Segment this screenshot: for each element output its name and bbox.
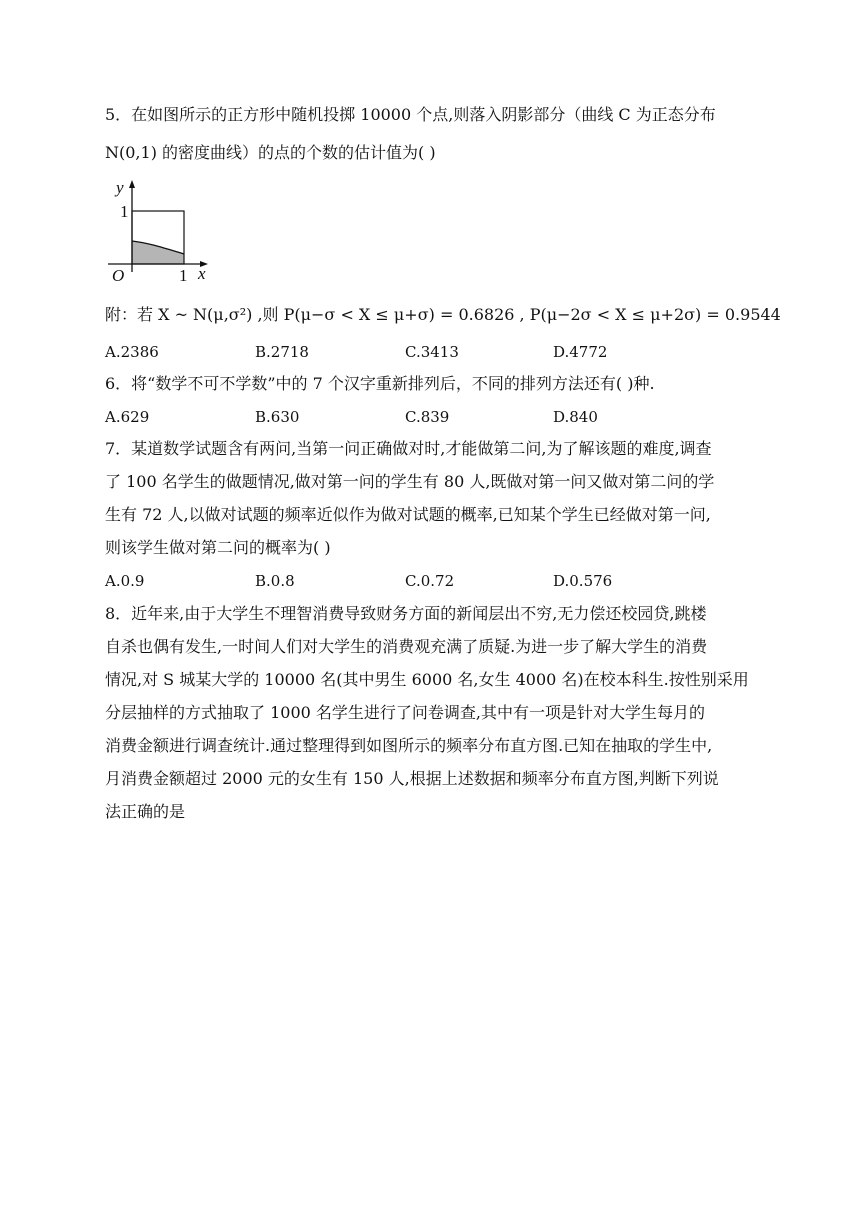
q8-line-2: 自杀也偶有发生,一时间人们对大学生的消费观充满了质疑.为进一步了解大学生的消费: [105, 637, 708, 656]
x-tick-label: 1: [179, 266, 188, 285]
q6-option-a: A.629: [105, 408, 150, 426]
q8-line-4: 分层抽样的方式抽取了 1000 名学生进行了问卷调查,其中有一项是针对大学生每月的: [105, 703, 705, 722]
q7-line-4: 则该学生做对第二问的概率为( ): [105, 538, 331, 557]
q5-line-1: 5．在如图所示的正方形中随机投掷 10000 个点,则落入阴影部分（曲线 C 为正态分布: [105, 105, 716, 124]
q8-line-6: 月消费金额超过 2000 元的女生有 150 人,根据上述数据和频率分布直方图,判断下列说: [105, 769, 719, 788]
q7-option-a: A.0.9: [105, 572, 145, 590]
q8-line-3: 情况,对 S 城某大学的 10000 名(其中男生 6000 名,女生 4000 名)在校本科生.按性别采用: [105, 670, 749, 689]
q5-line-2: N(0,1) 的密度曲线）的点的个数的估计值为( ): [105, 143, 436, 162]
q7-option-b: B.0.8: [255, 572, 295, 590]
q8-line-1: 8．近年来,由于大学生不理智消费导致财务方面的新闻层出不穷,无力偿还校园贷,跳楼: [105, 604, 707, 623]
q6-option-c: C.839: [405, 408, 450, 426]
shaded-region: [132, 241, 184, 264]
q6-line-1: 6．将“数学不可不学数”中的 7 个汉字重新排列后，不同的排列方法还有( )种.: [105, 374, 655, 393]
q5-appendix-note: 附：若 X ~ N(μ,σ²) ,则 P(μ−σ < X ≤ μ+σ) = 0.6826 , P(μ−2σ < X ≤ μ+2σ) = 0.9544: [105, 305, 781, 324]
origin-label: O: [112, 266, 125, 285]
q8-line-5: 消费金额进行调查统计.通过整理得到如图所示的频率分布直方图.已知在抽取的学生中,: [105, 736, 713, 755]
q5-option-b: B.2718: [255, 343, 309, 361]
q7-line-3: 生有 72 人,以做对试题的频率近似作为做对试题的概率,已知某个学生已经做对第一问,: [105, 505, 711, 524]
q7-line-2: 了 100 名学生的做题情况,做对第一问的学生有 80 人,既做对第一问又做对第二问的学: [105, 472, 715, 491]
q5-option-d: D.4772: [553, 343, 608, 361]
y-axis-arrow: [129, 180, 135, 188]
q7-option-d: D.0.576: [553, 572, 613, 590]
q6-option-d: D.840: [553, 408, 598, 426]
q7-line-1: 7．某道数学试题含有两问,当第一问正确做对时,才能做第二问,为了解该题的难度,调查: [105, 439, 712, 458]
normal-curve-figure: [104, 176, 216, 286]
q8-line-7: 法正确的是: [105, 802, 186, 821]
q7-option-c: C.0.72: [405, 572, 455, 590]
q5-option-a: A.2386: [105, 343, 159, 361]
q6-option-b: B.630: [255, 408, 300, 426]
y-axis-label: y: [116, 178, 124, 197]
x-axis-label: x: [198, 264, 206, 283]
y-tick-label: 1: [120, 202, 129, 221]
q5-option-c: C.3413: [405, 343, 459, 361]
